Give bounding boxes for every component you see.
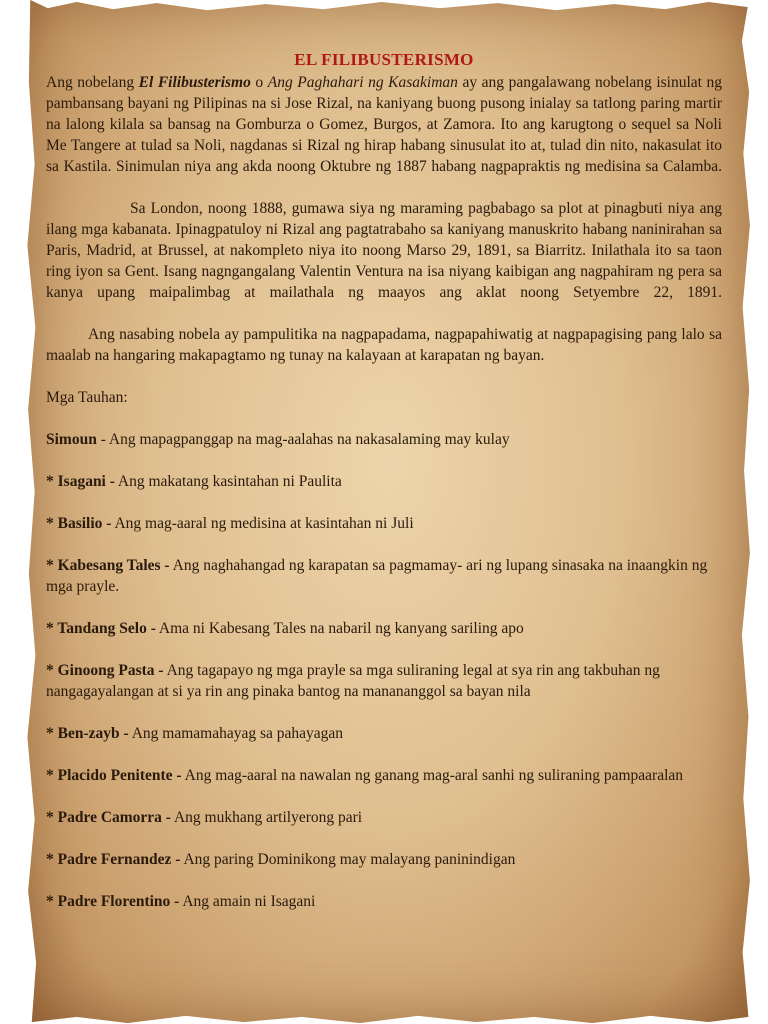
paragraph-3 — [46, 324, 722, 366]
intro-rest: ay ang pangalawang nobelang isinulat ng pambansang bayani ng Pilipinas na si Jose Rizal, na kaniyang buong pusong inialay sa tatlong paring martir na lalong kilala sa bansag na Gomburza o Gomez, Burgos, at Zamora. Ito ang karugtong o sequel sa Noli Me Tangere at tulad sa Noli, nagdanas si Rizal ng hirap habang sinusulat ito at, tulad din nito, nakasulat ito sa Kastila. Sinimulan niya ang akda noong Oktubre ng 1887 habang nagpapraktis ng medisina sa Calamba. — [46, 74, 723, 175]
character-description: Ang naghahangad ng karapatan sa pagmamay- ari ng lupang sinasaka na inaangkin ng mga prayle. — [46, 557, 708, 595]
characters-list — [46, 429, 722, 912]
character-description: Ang mukhang artilyerong pari — [170, 809, 363, 826]
character-entry — [46, 429, 722, 450]
character-entry — [46, 618, 722, 639]
bullet-prefix: * — [46, 557, 58, 574]
character-description: Ang tagapayo ng mga prayle sa mga suliraning legal at sya rin ang takbuhan ng nangagayalangan at si ya rin ang pinaka bantog na manananggol sa bayan nila — [46, 662, 660, 700]
character-description: - Ang mapagpanggap na mag-aalahas na nakasalaming may kulay — [96, 431, 510, 448]
intro-mid: o — [250, 74, 268, 91]
character-name: Tandang Selo - — [57, 620, 156, 637]
paragraph-3-text: Ang nasabing nobela ay pampulitika na nagpapadama, nagpapahiwatig at nagpapagising pang lalo sa maalab na hangaring makapagtamo ng tunay na kalayaan at karapatan ng bayan. — [46, 326, 722, 364]
character-name: Padre Fernandez - — [57, 851, 181, 868]
character-entry — [46, 471, 722, 492]
character-description: Ang makatang kasintahan ni Paulita — [114, 473, 342, 490]
character-name: Padre Camorra - — [57, 809, 171, 826]
book-title: El Filibusterismo — [138, 74, 251, 91]
bullet-prefix: * — [46, 851, 58, 868]
characters-label: Mga Tauhan: — [46, 389, 128, 406]
intro-lead: Ang nobelang — [46, 74, 139, 91]
bullet-prefix: * — [46, 767, 58, 784]
character-entry — [46, 660, 722, 702]
character-name: Placido Penitente - — [57, 767, 182, 784]
bullet-prefix: * — [46, 809, 58, 826]
character-name: Isagani - — [57, 473, 115, 490]
bullet-prefix: * — [46, 662, 58, 679]
character-name: Basilio - — [57, 515, 112, 532]
character-description: Ama ni Kabesang Tales na nabaril ng kanyang sariling apo — [155, 620, 524, 637]
character-entry — [46, 849, 722, 870]
character-name: Simoun — [46, 431, 97, 448]
paragraph-2 — [46, 198, 722, 303]
character-entry — [46, 555, 722, 597]
character-entry — [46, 765, 722, 786]
character-entry — [46, 723, 722, 744]
bullet-prefix: * — [46, 893, 58, 910]
character-name: Ben-zayb - — [57, 725, 129, 742]
document-body — [46, 49, 722, 933]
alt-title: Ang Paghahari ng Kasakiman — [267, 74, 458, 91]
character-description: Ang mamamahayag sa pahayagan — [128, 725, 344, 742]
document-title: EL FILIBUSTERISMO — [294, 50, 474, 69]
character-description: Ang mag-aaral ng medisina at kasintahan ni Juli — [111, 515, 414, 532]
bullet-prefix: * — [46, 515, 58, 532]
bullet-prefix: * — [46, 725, 58, 742]
bullet-prefix: * — [46, 620, 58, 637]
character-name: Padre Florentino - — [57, 893, 180, 910]
character-name: Ginoong Pasta - — [57, 662, 164, 679]
character-name: Kabesang Tales - — [57, 557, 170, 574]
character-entry — [46, 513, 722, 534]
intro-paragraph — [46, 72, 722, 177]
character-entry — [46, 807, 722, 828]
character-description: Ang amain ni Isagani — [179, 893, 316, 910]
bullet-prefix: * — [46, 473, 58, 490]
character-entry — [46, 891, 722, 912]
character-description: Ang paring Dominikong may malayang paninindigan — [180, 851, 516, 868]
paragraph-2-text: Sa London, noong 1888, gumawa siya ng maraming pagbabago sa plot at pinagbuti niya ang ilang mga kabanata. Ipinagpatuloy ni Rizal ang pagtatrabaho sa kaniyang manuskrito habang naninirahan sa Paris, Madrid, at Brussel, at nakompleto niya ito noong Marso 29, 1891, sa Biarritz. Inilathala ito sa taon ring iyon sa Gent. Isang nagngangalang Valentin Ventura na isa niyang kaibigan ang nagpahiram ng pera sa kanya upang maipalimbag at mailathala ng maayos ang aklat noong Setyembre 22, 1891. — [46, 200, 722, 301]
character-description: Ang mag-aaral na nawalan ng ganang mag-aral sanhi ng suliraning pampaaralan — [181, 767, 684, 784]
